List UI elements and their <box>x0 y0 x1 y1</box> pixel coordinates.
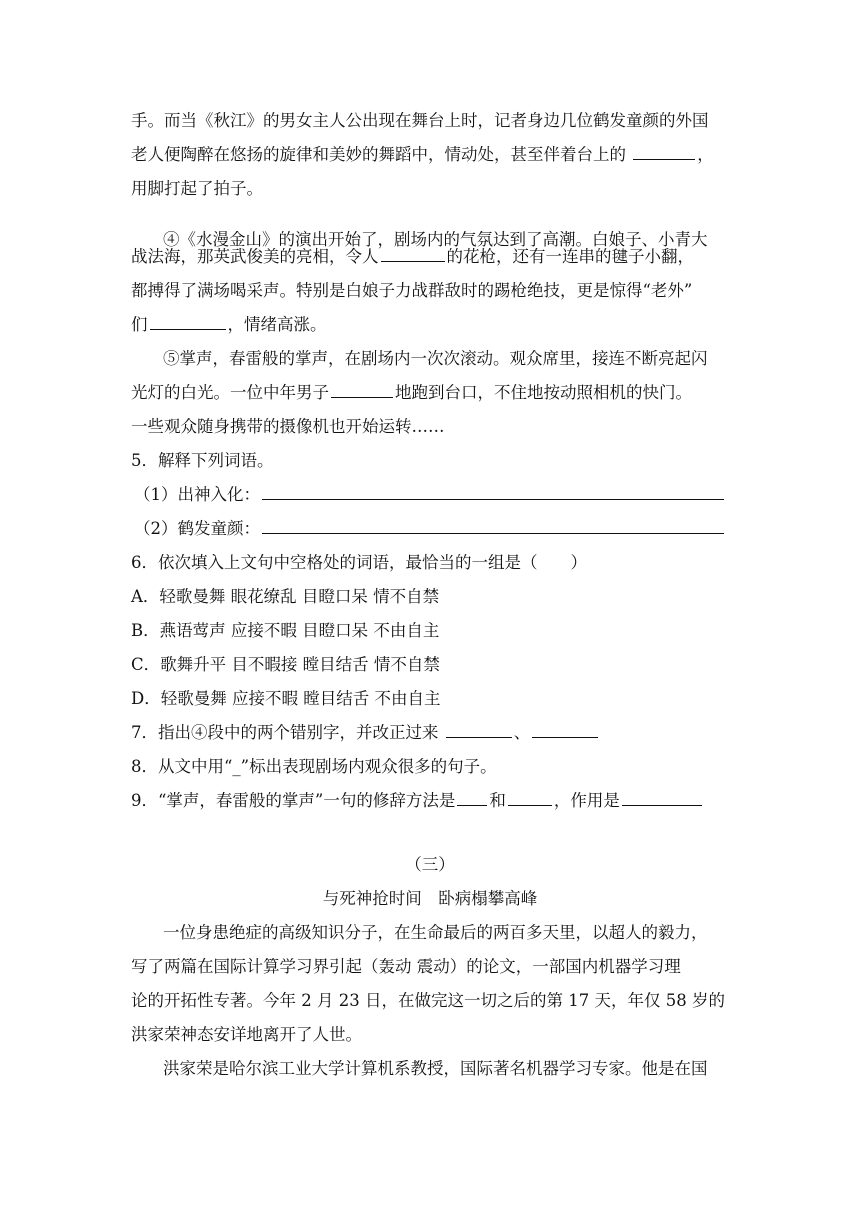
paragraph-4-line: 都搏得了满场喝采声。特别是白娘子力战群敌时的踢枪绝技，更是惊得“老外” <box>131 281 693 300</box>
paragraph-5-line: 一些观众随身携带的摄像机也开始运转…… <box>131 417 445 436</box>
paragraph-5-line: ⑤掌声，春雷般的掌声，在剧场内一次次滚动。观众席里，接连不断亮起闪 <box>163 349 708 368</box>
question-6: 6．依次填入上文句中空格处的词语，最恰当的一组是（ ） <box>131 553 587 572</box>
question-8: 8．从文中用“_”标出表现剧场内观众很多的句子。 <box>131 757 497 776</box>
fill-blank[interactable] <box>150 309 226 330</box>
article-line: 一位身患绝症的高级知识分子，在生命最后的两百多天里，以超人的毅力， <box>163 923 708 942</box>
answer-line[interactable] <box>508 785 552 806</box>
answer-line[interactable] <box>262 479 724 500</box>
passage-line: 手。而当《秋江》的男女主人公出现在舞台上时，记者身边几位鹤发童颜的外国 <box>131 111 709 130</box>
article-line: 论的开拓性专著。今年 2 月 23 日，在做完这一切之后的第 17 天，年仅 58 岁的 <box>131 991 725 1010</box>
question-5: 5．解释下列词语。 <box>131 451 274 470</box>
option-d[interactable]: D．轻歌曼舞 应接不暇 瞠目结舌 不由自主 <box>131 689 441 708</box>
option-c[interactable]: C．歌舞升平 目不暇接 瞠目结舌 情不自禁 <box>131 655 440 674</box>
fill-blank[interactable] <box>331 377 393 398</box>
passage-line: 用脚打起了拍子。 <box>131 179 263 198</box>
question-7: 7．指出④段中的两个错别字，并改正过来 、 <box>131 716 600 750</box>
article-line: 洪家荣神态安详地离开了人世。 <box>131 1025 362 1044</box>
option-a[interactable]: A．轻歌曼舞 眼花缭乱 目瞪口呆 情不自禁 <box>131 587 440 606</box>
answer-line[interactable] <box>622 785 702 806</box>
section-heading: （三） <box>405 855 455 874</box>
answer-line[interactable] <box>262 513 724 534</box>
article-title: 与死神抢时间 卧病榻攀高峰 <box>322 889 538 908</box>
paragraph-5-line: 光灯的白光。一位中年男子 地跑到台口，不住地按动照相机的快门。 <box>131 376 692 410</box>
fill-blank[interactable] <box>633 139 695 160</box>
question-9: 9．“掌声，春雷般的掌声”一句的修辞方法是 和 ，作用是 <box>131 784 704 818</box>
passage-line: 老人便陶醉在悠扬的旋律和美妙的舞蹈中，情动处，甚至伴着台上的 ， <box>131 138 714 172</box>
question-5-2: （2）鹤发童颜： <box>134 512 726 546</box>
article-line: 洪家荣是哈尔滨工业大学计算机系教授，国际著名机器学习专家。他是在国 <box>163 1059 708 1078</box>
option-b[interactable]: B．燕语莺声 应接不暇 目瞪口呆 不由自主 <box>131 621 440 640</box>
paragraph-4-line: ④《水漫金山》的演出开始了，剧场内的气氛达到了高潮。白娘子、小青大 <box>163 230 708 249</box>
answer-line[interactable] <box>446 717 512 738</box>
paragraph-4-line: 们 ，情绪高涨。 <box>131 308 327 342</box>
paragraph-4-line: 战法海，那英武俊美的亮相，令人 的花枪，还有一连串的毽子小翻， <box>131 240 694 274</box>
question-5-1: （1）出神入化： <box>134 478 726 512</box>
fill-blank[interactable] <box>381 241 445 262</box>
article-line: 写了两篇在国际计算学习界引起（轰动 震动）的论文，一部国内机器学习理 <box>131 957 681 976</box>
answer-line[interactable] <box>457 785 487 806</box>
answer-line[interactable] <box>532 717 598 738</box>
